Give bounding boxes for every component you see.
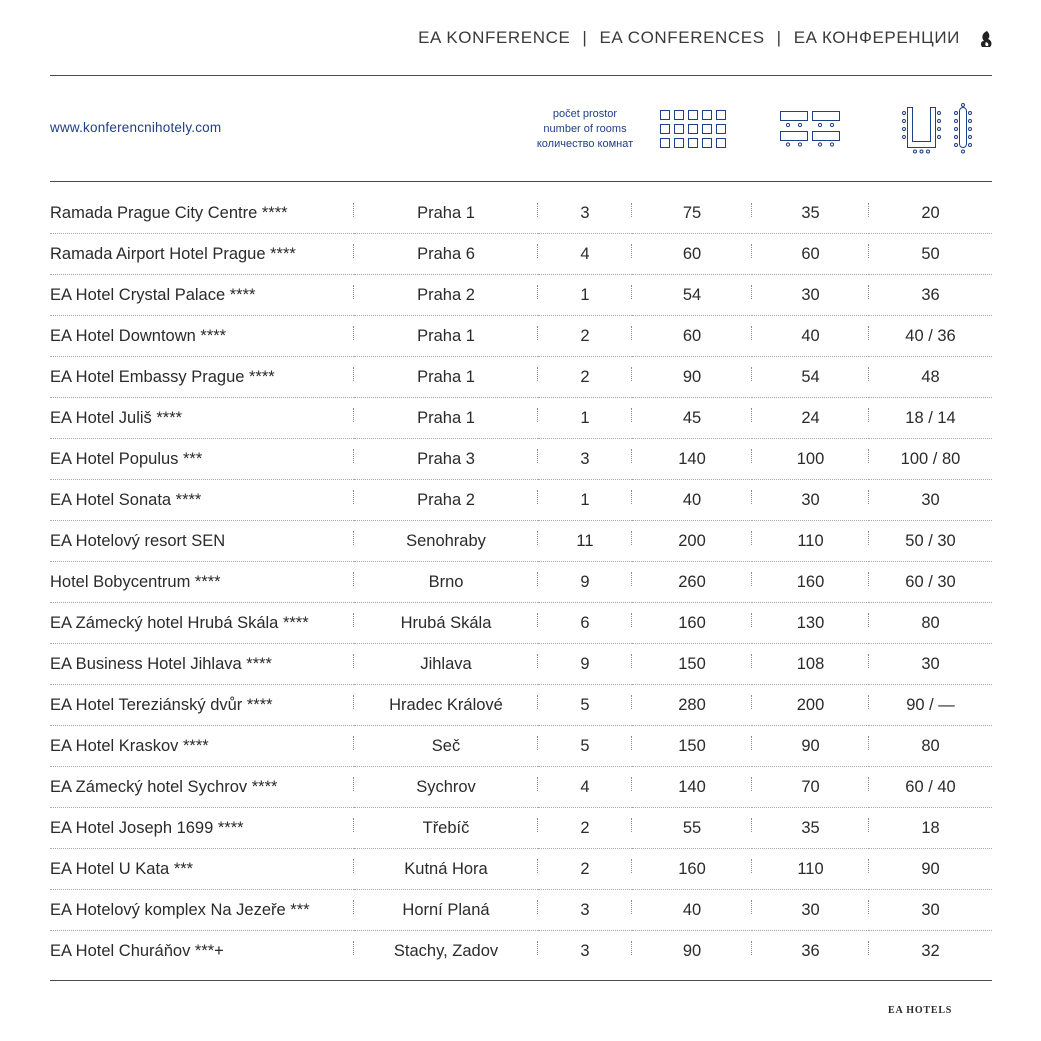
hotel-name: EA Hotel Embassy Prague ****: [50, 357, 354, 398]
classroom-capacity: 35: [752, 193, 869, 234]
table-row: [50, 439, 992, 480]
table-row: [50, 398, 992, 439]
rooms-label-ru: количество комнат: [536, 138, 634, 150]
u-shape-capacity: 20: [869, 193, 992, 234]
classroom-capacity: 35: [752, 808, 869, 849]
classroom-capacity: 108: [752, 644, 869, 685]
nav-separator: |: [776, 28, 782, 47]
classroom-capacity: 30: [752, 890, 869, 931]
classroom-capacity: 30: [752, 480, 869, 521]
theatre-capacity: 280: [632, 685, 752, 726]
hotel-city: Praha 6: [354, 234, 538, 275]
hotel-name: EA Business Hotel Jihlava ****: [50, 644, 354, 685]
bottom-rule: [50, 980, 992, 981]
website-link[interactable]: www.konferencnihotely.com: [50, 120, 222, 135]
u-shape-capacity: 60 / 30: [869, 562, 992, 603]
table-row: [50, 767, 992, 808]
hotel-city: Třebíč: [354, 808, 538, 849]
table-row: [50, 603, 992, 644]
hotel-name: EA Zámecký hotel Sychrov ****: [50, 767, 354, 808]
hotel-name: EA Hotel Crystal Palace ****: [50, 275, 354, 316]
classroom-capacity: 90: [752, 726, 869, 767]
rooms-count: 9: [538, 562, 632, 603]
theatre-capacity: 60: [632, 316, 752, 357]
theatre-capacity: 75: [632, 193, 752, 234]
rooms-count: 2: [538, 849, 632, 890]
rooms-count: 2: [538, 357, 632, 398]
hotel-city: Praha 1: [354, 316, 538, 357]
rooms-column-label: [520, 107, 650, 152]
rooms-count: 1: [538, 275, 632, 316]
rooms-count: 2: [538, 808, 632, 849]
theatre-capacity: 90: [632, 357, 752, 398]
rooms-count: 4: [538, 234, 632, 275]
hotel-name: Hotel Bobycentrum ****: [50, 562, 354, 603]
rooms-count: 1: [538, 480, 632, 521]
hotel-name: EA Hotel Sonata ****: [50, 480, 354, 521]
u-shape-capacity: 50 / 30: [869, 521, 992, 562]
rooms-count: 5: [538, 685, 632, 726]
theatre-capacity: 45: [632, 398, 752, 439]
rooms-count: 1: [538, 398, 632, 439]
hotel-table: [50, 193, 992, 971]
classroom-capacity: 40: [752, 316, 869, 357]
hotel-name: EA Hotel Tereziánský dvůr ****: [50, 685, 354, 726]
classroom-capacity: 110: [752, 521, 869, 562]
hotel-city: Senohraby: [354, 521, 538, 562]
hotel-city: Hrubá Skála: [354, 603, 538, 644]
hotel-name: EA Hotel Churáňov ***+: [50, 931, 354, 972]
header-rule: [50, 181, 992, 182]
theatre-capacity: 54: [632, 275, 752, 316]
hotel-name: EA Hotel U Kata ***: [50, 849, 354, 890]
classroom-capacity: 70: [752, 767, 869, 808]
classroom-capacity: 54: [752, 357, 869, 398]
classroom-capacity: 60: [752, 234, 869, 275]
rooms-count: 6: [538, 603, 632, 644]
theatre-capacity: 140: [632, 767, 752, 808]
theatre-capacity: 60: [632, 234, 752, 275]
rooms-label-cz: počet prostor: [552, 108, 618, 120]
hotel-city: Praha 2: [354, 480, 538, 521]
theatre-capacity: 200: [632, 521, 752, 562]
u-shape-capacity: 90: [869, 849, 992, 890]
theatre-capacity: 150: [632, 644, 752, 685]
table-row: [50, 890, 992, 931]
rooms-label-en: number of rooms: [543, 123, 627, 135]
u-shape-capacity: 30: [869, 480, 992, 521]
classroom-capacity: 100: [752, 439, 869, 480]
table-row: [50, 726, 992, 767]
classroom-capacity: 200: [752, 685, 869, 726]
table-row: [50, 234, 992, 275]
hotel-city: Stachy, Zadov: [354, 931, 538, 972]
u-shape-capacity: 80: [869, 726, 992, 767]
table-row: [50, 685, 992, 726]
table-row: [50, 357, 992, 398]
hotel-name: EA Hotel Joseph 1699 ****: [50, 808, 354, 849]
classroom-seating-icon: [780, 111, 842, 147]
nav-ea-konferencii[interactable]: EA КОНФЕРЕНЦИИ: [793, 28, 960, 47]
rooms-count: 2: [538, 316, 632, 357]
table-row: [50, 193, 992, 234]
u-shape-capacity: 40 / 36: [869, 316, 992, 357]
hotel-name: EA Hotelový resort SEN: [50, 521, 354, 562]
classroom-capacity: 130: [752, 603, 869, 644]
theatre-capacity: 55: [632, 808, 752, 849]
top-rule: [50, 75, 992, 76]
u-shape-capacity: 60 / 40: [869, 767, 992, 808]
hotel-city: Praha 3: [354, 439, 538, 480]
hotel-city: Kutná Hora: [354, 849, 538, 890]
rooms-count: 3: [538, 193, 632, 234]
hotel-city: Praha 1: [354, 398, 538, 439]
hotel-city: Seč: [354, 726, 538, 767]
rooms-count: 5: [538, 726, 632, 767]
u-shape-capacity: 18: [869, 808, 992, 849]
hotel-city: Praha 1: [354, 357, 538, 398]
header-nav: [0, 28, 960, 48]
theatre-capacity: 90: [632, 931, 752, 972]
classroom-capacity: 24: [752, 398, 869, 439]
u-shape-capacity: 80: [869, 603, 992, 644]
rooms-count: 11: [538, 521, 632, 562]
u-shape-capacity: 48: [869, 357, 992, 398]
rooms-count: 3: [538, 439, 632, 480]
hotel-city: Hradec Králové: [354, 685, 538, 726]
table-row: [50, 521, 992, 562]
theatre-capacity: 140: [632, 439, 752, 480]
hotel-name: Ramada Airport Hotel Prague ****: [50, 234, 354, 275]
u-shape-capacity: 100 / 80: [869, 439, 992, 480]
theatre-capacity: 160: [632, 603, 752, 644]
table-row: [50, 931, 992, 972]
theatre-capacity: 160: [632, 849, 752, 890]
hotel-city: Praha 2: [354, 275, 538, 316]
rooms-count: 3: [538, 890, 632, 931]
rooms-count: 9: [538, 644, 632, 685]
u-shape-capacity: 50: [869, 234, 992, 275]
rooms-count: 4: [538, 767, 632, 808]
nav-ea-conferences[interactable]: EA CONFERENCES: [599, 28, 765, 47]
hotel-city: Sychrov: [354, 767, 538, 808]
u-shape-capacity: 30: [869, 644, 992, 685]
hotel-city: Horní Planá: [354, 890, 538, 931]
table-row: [50, 849, 992, 890]
theatre-seating-icon: [660, 110, 728, 148]
table-row: [50, 644, 992, 685]
theatre-capacity: 40: [632, 890, 752, 931]
hotel-name: EA Hotel Populus ***: [50, 439, 354, 480]
table-row: [50, 275, 992, 316]
u-shape-capacity: 30: [869, 890, 992, 931]
u-shape-seating-icon: [902, 103, 978, 155]
hotel-city: Praha 1: [354, 193, 538, 234]
hotel-city: Brno: [354, 562, 538, 603]
hotel-name: EA Hotelový komplex Na Jezeře ***: [50, 890, 354, 931]
table-row: [50, 562, 992, 603]
hotel-name: EA Hotel Juliš ****: [50, 398, 354, 439]
nav-ea-konference[interactable]: EA KONFERENCE: [418, 28, 571, 47]
theatre-capacity: 150: [632, 726, 752, 767]
rooms-count: 3: [538, 931, 632, 972]
table-row: [50, 808, 992, 849]
u-shape-capacity: 90 / —: [869, 685, 992, 726]
classroom-capacity: 110: [752, 849, 869, 890]
classroom-capacity: 30: [752, 275, 869, 316]
theatre-capacity: 260: [632, 562, 752, 603]
table-row: [50, 480, 992, 521]
u-shape-capacity: 18 / 14: [869, 398, 992, 439]
ea-flame-logo-icon[interactable]: [978, 30, 994, 48]
table-row: [50, 316, 992, 357]
footer-brand: EA HOTELS: [888, 1005, 953, 1016]
theatre-capacity: 40: [632, 480, 752, 521]
u-shape-capacity: 36: [869, 275, 992, 316]
hotel-name: EA Hotel Kraskov ****: [50, 726, 354, 767]
classroom-capacity: 36: [752, 931, 869, 972]
classroom-capacity: 160: [752, 562, 869, 603]
hotel-city: Jihlava: [354, 644, 538, 685]
u-shape-capacity: 32: [921, 941, 940, 960]
hotel-name: EA Hotel Downtown ****: [50, 316, 354, 357]
hotel-name: EA Zámecký hotel Hrubá Skála ****: [50, 603, 354, 644]
hotel-name: Ramada Prague City Centre ****: [50, 193, 354, 234]
nav-separator: |: [582, 28, 588, 47]
